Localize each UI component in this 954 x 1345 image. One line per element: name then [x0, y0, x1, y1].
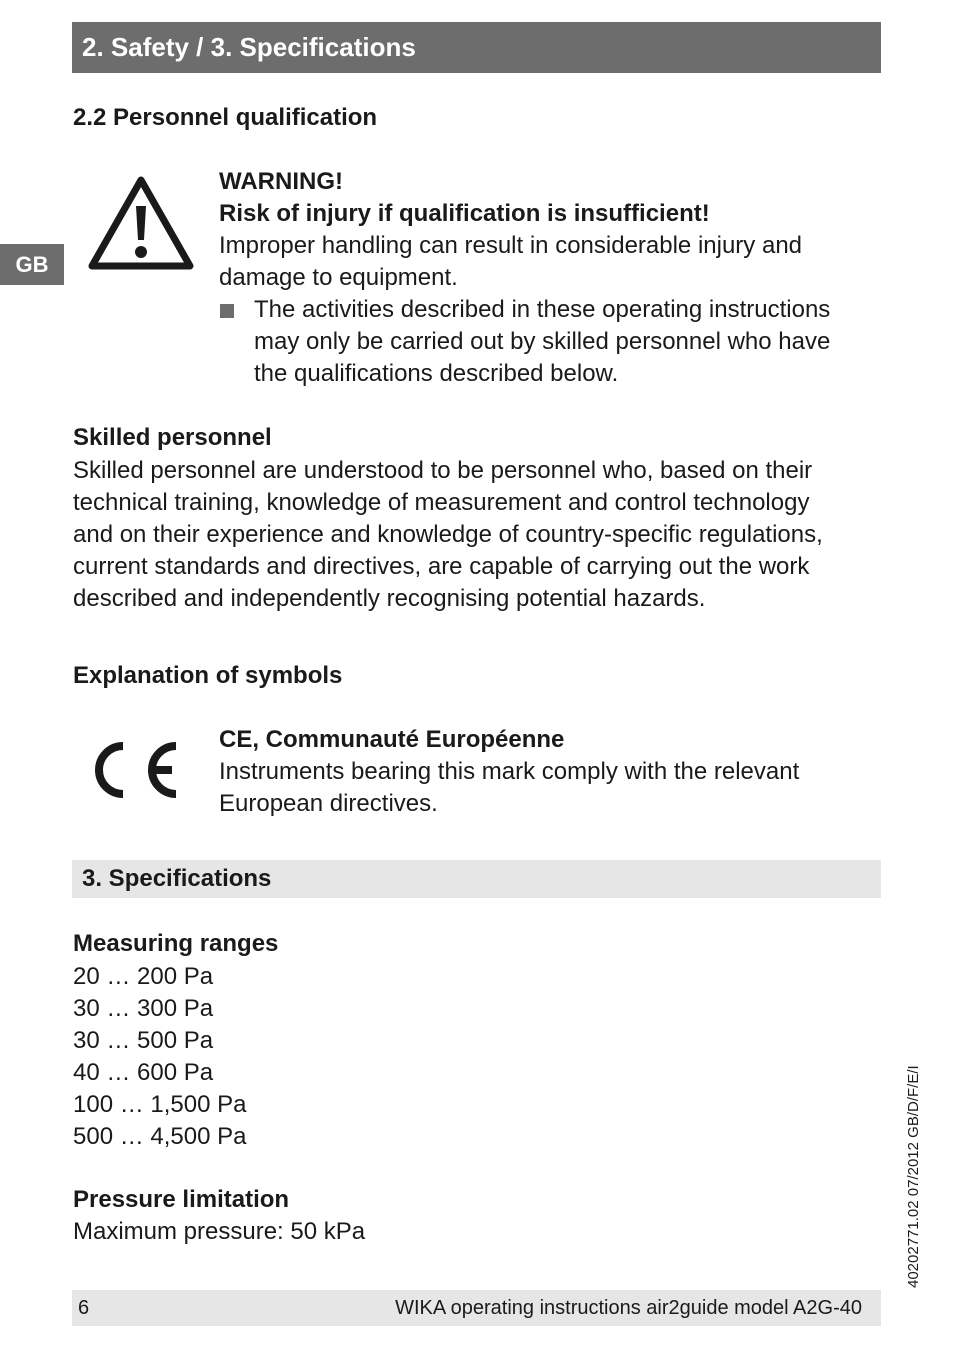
- paragraph-line: and on their experience and knowledge of country-specific regulations,: [73, 521, 823, 548]
- range-item: 20 … 200 Pa: [73, 963, 214, 990]
- ce-text-line: Instruments bearing this mark comply with the relevant: [219, 758, 800, 785]
- pressure-limitation-heading: Pressure limitation: [73, 1186, 290, 1213]
- bullet-square-icon: [220, 304, 234, 318]
- measuring-ranges-heading: Measuring ranges: [73, 930, 279, 957]
- range-item: 100 … 1,500 Pa: [73, 1091, 247, 1118]
- ce-text-line: European directives.: [219, 790, 438, 817]
- personnel-qualification-heading: 2.2 Personnel qualification: [73, 104, 378, 131]
- warning-bullet-line: may only be carried out by skilled personnel who have: [254, 328, 831, 355]
- specifications-section-title: 3. Specifications: [82, 865, 272, 892]
- pressure-limitation-text: Maximum pressure: 50 kPa: [73, 1218, 366, 1245]
- page-header-title: 2. Safety / 3. Specifications: [82, 32, 416, 62]
- range-item: 30 … 300 Pa: [73, 995, 214, 1022]
- paragraph-line: described and independently recognising potential hazards.: [73, 585, 706, 612]
- warning-text-line: Improper handling can result in considerable injury and: [219, 232, 803, 259]
- symbols-heading: Explanation of symbols: [73, 662, 343, 689]
- warning-bullet-line: the qualifications described below.: [254, 360, 619, 387]
- page-footer: [72, 1290, 881, 1326]
- language-tab-label: GB: [15, 252, 49, 277]
- warning-text-line: damage to equipment.: [219, 264, 458, 291]
- paragraph-line: Skilled personnel are understood to be personnel who, based on their: [73, 457, 813, 484]
- ce-mark-icon: [90, 737, 182, 803]
- paragraph-line: technical training, knowledge of measurement and control technology: [73, 489, 810, 516]
- range-item: 500 … 4,500 Pa: [73, 1123, 247, 1150]
- document-id: 40202771.02 07/2012 GB/D/F/E/I: [905, 1065, 922, 1288]
- page-number: 6: [78, 1297, 90, 1319]
- ce-description: [219, 724, 799, 820]
- specifications-section-bar: [72, 860, 881, 898]
- warning-bullet-item: [219, 294, 879, 390]
- page-header: [72, 22, 881, 73]
- paragraph-line: current standards and directives, are capable of carrying out the work: [73, 553, 810, 580]
- warning-block: [219, 166, 879, 390]
- skilled-personnel-heading: Skilled personnel: [73, 424, 272, 451]
- warning-title: WARNING!: [219, 168, 343, 195]
- range-item: 40 … 600 Pa: [73, 1059, 214, 1086]
- warning-triangle-icon: [86, 174, 196, 272]
- footer-title: WIKA operating instructions air2guide model A2G-40: [395, 1297, 862, 1319]
- skilled-personnel-paragraph: [73, 455, 823, 615]
- measuring-ranges-list: [73, 961, 246, 1153]
- warning-subtitle: Risk of injury if qualification is insufficient!: [219, 200, 710, 227]
- language-tab: [0, 244, 64, 285]
- range-item: 30 … 500 Pa: [73, 1027, 214, 1054]
- ce-title: CE, Communauté Européenne: [219, 726, 565, 753]
- warning-bullet-line: The activities described in these operating instructions: [254, 296, 831, 323]
